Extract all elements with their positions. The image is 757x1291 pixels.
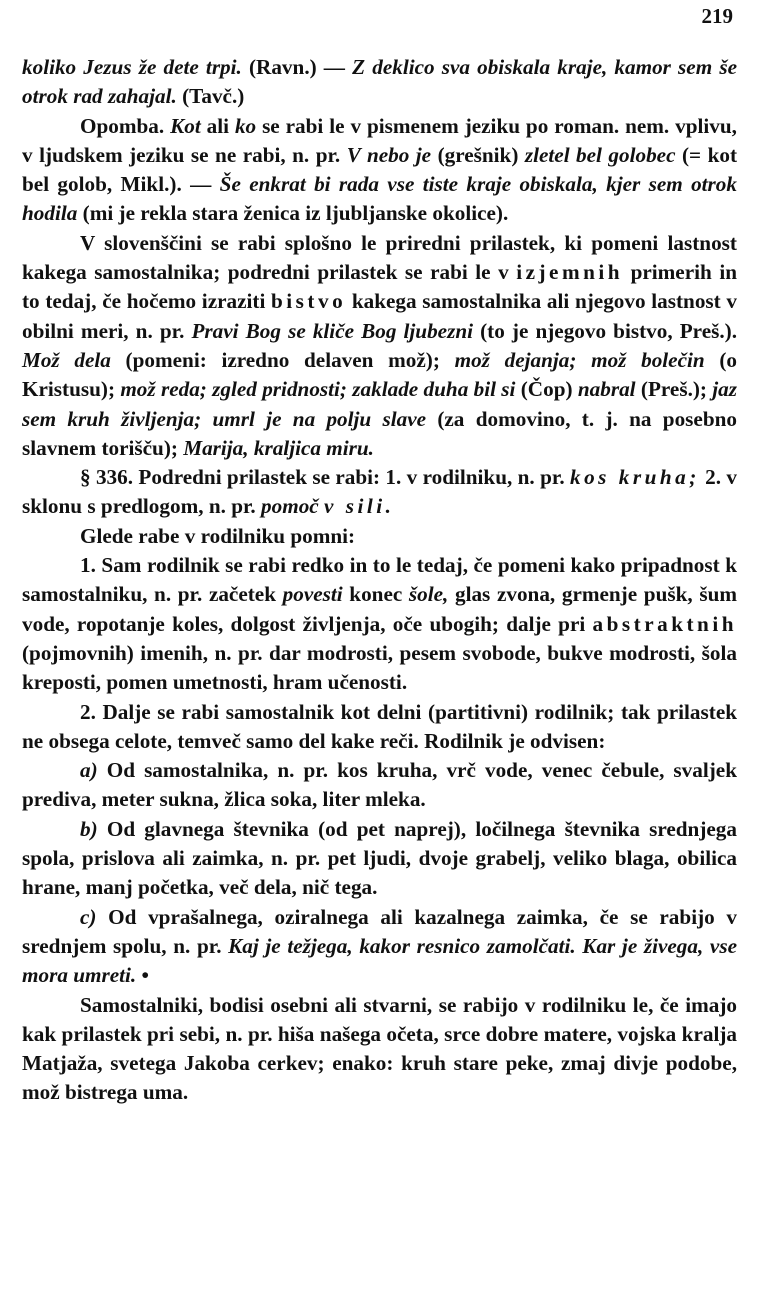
paragraph (22, 112, 737, 229)
text-run: koliko Jezus že dete trpi. (22, 55, 242, 79)
text-run: V nebo je (346, 142, 432, 167)
text-run: bistvo (271, 289, 347, 314)
text-run: (partitivni) (421, 699, 535, 724)
text-run: kakega samostalnika ali njegovo lastnost v obilni meri, n. pr. (22, 289, 737, 343)
paragraph (22, 991, 737, 1108)
text-run: izjemnih (516, 260, 624, 285)
text-run: rodilniku (200, 523, 286, 548)
text-run: § 336. (80, 465, 134, 490)
text-run: (o Kristusu); (22, 347, 738, 402)
paragraph (22, 815, 737, 903)
text-run: 1. Sam rodilnik se rabi redko in to le tedaj, če pomeni kako pripadnost k samostalniku, n. pr. začetek (22, 553, 737, 607)
text-run: (= kot bel golob, Mikl.). — (22, 142, 738, 197)
text-run: (pojmovnih) imenih, n. pr. dar modrosti, pesem svobode, bukve modrosti, šola kreposti, pomen umetnosti, hram učenosti. (22, 640, 737, 695)
text-run: Pravi Bog se kliče Bog ljubezni (191, 318, 473, 343)
paragraph (22, 698, 737, 757)
text-run: primerih in to tedaj, če hočemo izraziti (22, 260, 737, 314)
text-run: Še enkrat bi rada vse tiste kraje obiskala, kjer sem otrok hodila (22, 172, 737, 226)
text-run: Mož dela (22, 347, 111, 372)
paragraph (22, 756, 737, 815)
text-run: a) (80, 758, 98, 783)
text-run: abstraktnih (592, 611, 737, 636)
text-run: glas zvona, grmenje pušk, šum vode, ropotanje koles, dolgost življenja, oče ubogih; dalje pri (22, 582, 737, 636)
text-run: mož reda; zgled pridnosti; zaklade duha bil si (120, 377, 516, 402)
text-run: tak prilastek ne obsega celote, temveč samo del kake reči. Rodilnik je odvisen: (22, 699, 738, 753)
text-run: b) (80, 816, 98, 841)
text-run: ali (200, 113, 235, 138)
text-run: (Tavč.) (176, 84, 245, 109)
text-run: (to je njegovo bistvo, Preš.). (473, 318, 737, 343)
text-run: • (136, 963, 149, 988)
text-run: (za domovino, t. j. na posebno slavnem torišču); (22, 406, 737, 460)
text-run: zletel bel golobec (524, 142, 676, 167)
text-run: (Ravn.) — (241, 55, 353, 79)
text-run: konec (342, 582, 409, 607)
paragraph (22, 463, 737, 522)
text-run: V slovenščini se rabi splošno le priredni prilastek, ki pomeni lastnost kakega samostalnika; podredni prilastek se rabi le v (22, 230, 737, 285)
text-run: Od glavnega števnika (od pet naprej), ločilnega števnika srednjega spola, prislova ali zaimka, n. pr. pet ljudi, dvoje grabelj, veliko blaga, obilica hrane, manj početka, več dela, nič tega. (22, 816, 737, 900)
text-run: (Čop) (515, 377, 578, 402)
text-run: Glede rabe v (80, 523, 201, 548)
text-run: 2. v sklonu s predlogom, n. pr. (22, 465, 737, 519)
text-run: povesti (282, 582, 343, 607)
text-run: Opomba. (80, 113, 171, 138)
paragraph (22, 229, 737, 463)
text-run: kos kruha; (569, 465, 700, 490)
text-run: ko (234, 113, 257, 138)
text-run: rodilnik; (534, 699, 615, 724)
text-run: Marija, kraljica miru. (183, 435, 374, 460)
text-run: 2. Dalje se rabi samostalnik kot (80, 699, 377, 724)
text-run: (Preš.); (635, 377, 713, 402)
text-run: (mi je rekla stara ženica iz ljubljanske okolice). (77, 201, 509, 226)
text-run: (grešnik) (431, 142, 525, 167)
text-run: mož dejanja; mož bolečin (454, 347, 705, 372)
text-run: Podredni prilastek se rabi: 1. v rodilniku, n. pr. (133, 465, 570, 490)
paragraph (22, 903, 737, 991)
text-run: delni (376, 699, 422, 724)
text-run: jaz sem kruh življenja; umrl je na polju slave (22, 377, 738, 431)
text-run: pomni: (285, 523, 356, 548)
text-run: Z deklico sva obiskala kraje, kamor sem še otrok rad zahajal. (22, 55, 737, 109)
text-run: Kot (170, 113, 201, 138)
text-run: Kaj je težjega, kakor resnico zamolčati. Kar je živega, vse mora umreti. (22, 933, 737, 988)
page-number: 219 (701, 4, 733, 28)
paragraph (22, 551, 737, 697)
text-run: c) (80, 904, 97, 929)
text-run: se rabi le v pismenem jeziku po roman. nem. vplivu, v ljudskem jeziku se ne rabi, n. pr. (22, 113, 737, 167)
text-run: (pomeni: izredno delaven mož); (110, 347, 455, 372)
text-run: Od vprašalnega, oziralnega ali kazalnega zaimka, če se rabijo v srednjem spolu, n. pr. (22, 904, 737, 958)
text-run: v sili. (324, 494, 395, 519)
paragraph (22, 53, 737, 112)
text-run: Samostalniki, bodisi osebni ali stvarni, se rabijo v rodilniku le, če imajo kak prilastek pri sebi, n. pr. hiša našega očeta, srce dobre matere, vojska kralja Matjaža, svetega Jakoba cerkev; enako: kruh stare peke, zmaj divje podobe, mož bistrega uma. (22, 992, 737, 1105)
text-run: šole, (408, 582, 449, 607)
paragraph (22, 522, 737, 551)
text-run: nabral (577, 377, 636, 402)
text-body (22, 53, 737, 1108)
text-run: Od samostalnika, n. pr. kos kruha, vrč vode, venec čebule, svaljek prediva, meter sukna, žlica soka, liter mleka. (22, 758, 737, 812)
text-run: pomoč (261, 494, 319, 519)
